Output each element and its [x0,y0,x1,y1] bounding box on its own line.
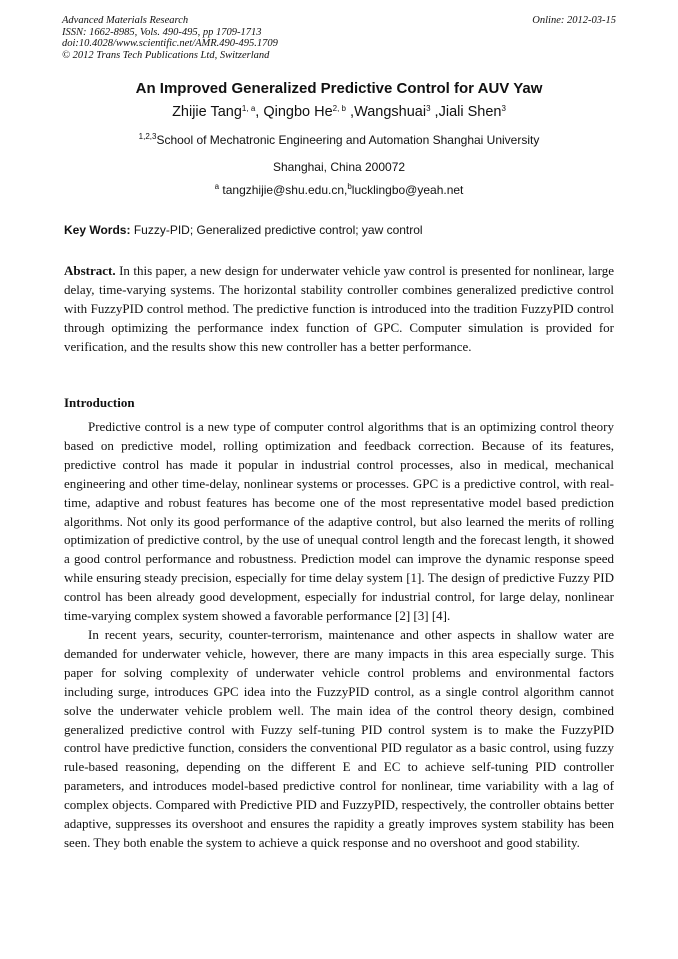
journal-copyright: © 2012 Trans Tech Publications Ltd, Switzerland [62,49,270,61]
email-b: lucklingbo@yeah.net [351,183,464,197]
author-sup: 1, a [241,104,256,113]
paper-title: An Improved Generalized Predictive Control for AUV Yaw [135,80,543,97]
keywords [64,223,614,237]
journal-doi: doi:10.4028/www.scientific.net/AMR.490-495.1709 [62,38,278,49]
introduction-body [64,418,614,853]
author-list [0,104,678,120]
online-date: Online: 2012-03-15 [532,15,616,26]
email-sup-b: b [347,182,352,191]
affiliation-sup: 1,2,3 [138,132,157,141]
keywords-label: Key Words: [64,223,131,237]
author-sep: , [430,104,439,120]
keywords-text: Fuzzy-PID; Generalized predictive control; yaw control [133,223,423,237]
email-sup-a: a [214,182,220,191]
author-sup: 3 [501,104,506,113]
affiliation [0,133,678,147]
paragraph: In recent years, security, counter-terrorism, maintenance and other aspects in shallow water are demanded for underwater vehicle, however, there are many impacts in this area especially surge. This paper for solving complexity of underwater vehicle control problems and environmental factors including surge, introduces GPC idea into the FuzzyPID control, as a single control algorithm cannot solve the underwater vehicle problem well. The main idea of the control theory design, combined generalized predictive control with Fuzzy self-tuning PID control system is to make the FuzzyPID control have predictive function, considers the conventional PID regulator as a basic control, using fuzzy rule-based reasoning, depending on the different E and EC to achieve self-tuning PID controller parameters, and introduces model-based predictive control for nonlinear, time variability with a lag of complex objects. Compared with Predictive PID and FuzzyPID, respectively, the controller obtains better adaptive, suppresses its overshoot and ensures the rapidity a greatly improves system stability has been seen. They both enable the system to achieve a quick response and no overshoot and good stability. [64,626,614,850]
author-name: Jiali Shen [438,104,502,120]
journal-header [62,15,616,61]
author-name: Wangshuai [354,104,427,120]
affiliation-text: School of Mechatronic Engineering and Automation Shanghai University [156,133,540,147]
author-emails [0,183,678,197]
journal-name: Advanced Materials Research [62,15,189,26]
email-a: tangzhijie@shu.edu.cn, [222,183,348,197]
author-name: Zhijie Tang [172,104,242,120]
author-sup: 2, b [332,104,346,113]
author-name: Qingbo He [263,104,333,120]
affiliation-city: Shanghai, China 200072 [272,160,406,174]
author-sep: , [346,104,355,120]
abstract [64,262,614,357]
journal-issn: ISSN: 1662-8985, Vols. 490-495, pp 1709-1713 [62,26,262,38]
section-heading: Introduction [64,395,135,410]
abstract-label: Abstract. [64,263,116,278]
author-sep: , [255,104,264,120]
paragraph: Predictive control is a new type of computer control algorithms that is an optimizing control theory based on predictive model, rolling optimization and feedback correction. Because of its features, predictive control has made it popular in industrial control processes, also in medical, mechanical engineering and other time-delay, nonlinear systems or processes. GPC is a predictive control, with real-time, adaptive and robust features has become one of the most representative model based prediction algorithms. Not only its good performance of the adaptive control, but also learned the merits of rolling optimization of predictive control, by the use of unequal control length and the forecast length, it showed a good control performance and robustness. Prediction model can improve the dynamic response speed while ensuring steady precision, especially for time delay system [1]. The design of predictive Fuzzy PID control has been already good development, especially for industrial control, for large delay, nonlinear time-varying complex system showed a favorable performance [2] [3] [4]. [64,419,614,624]
author-sup: 3 [426,104,431,113]
abstract-text: In this paper, a new design for underwater vehicle yaw control is presented for nonlinear, large delay, time-varying systems. The horizontal stability controller combines generalized predictive control with FuzzyPID control method. The predictive function is introduced into the tradition FuzzyPID control through optimizing the performance index function of GPC. Computer simulation is provided for verification, and the results show this new controller has a better performance. [64,263,614,354]
